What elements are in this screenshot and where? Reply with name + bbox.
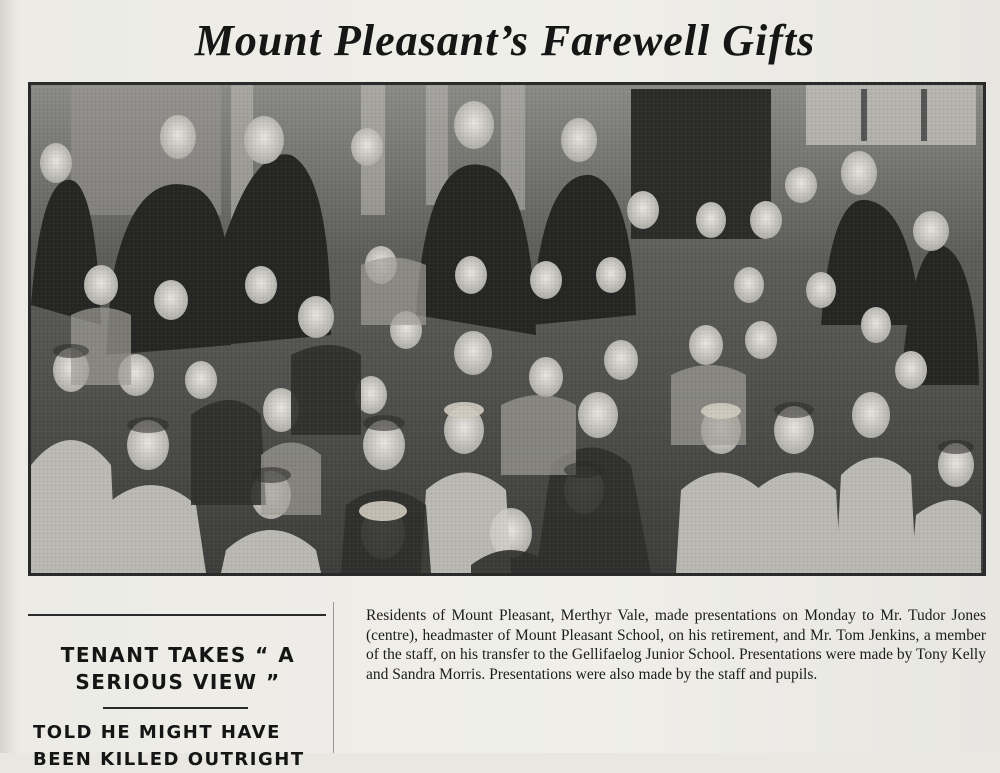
- sidebar-subhead: TOLD HE MIGHT HAVE: [33, 722, 281, 743]
- column-divider: [333, 602, 334, 753]
- photo-image: [31, 85, 983, 573]
- group-photo: [28, 82, 986, 576]
- sidebar-kicker: TENANT TAKES “ A SERIOUS VIEW ”: [60, 643, 296, 694]
- sidebar-column: [28, 612, 330, 770]
- sidebar-subhead-cut: [33, 747, 333, 770]
- sidebar-divider: [103, 707, 248, 709]
- headline: Mount Pleasant’s Farewell Gifts: [194, 15, 816, 65]
- caption-text: Residents of Mount Pleasant, Merthyr Vale, made presentations on Monday to Mr. Tudor Jones (centre), headmaster of Mount Pleasant School, on his retirement, and Mr. Tom Jenkins, a member of the staff, on his transfer to the Gellifaelog Junior School. Presentations were made by Tony Kelly and Sandra Morris. Presentations were also made by the staff and pupils.: [366, 607, 986, 683]
- sidebar-subhead-cut-text: BEEN KILLED OUTRIGHT: [33, 749, 305, 770]
- photo-caption: [366, 606, 986, 684]
- column-rule: [28, 614, 326, 616]
